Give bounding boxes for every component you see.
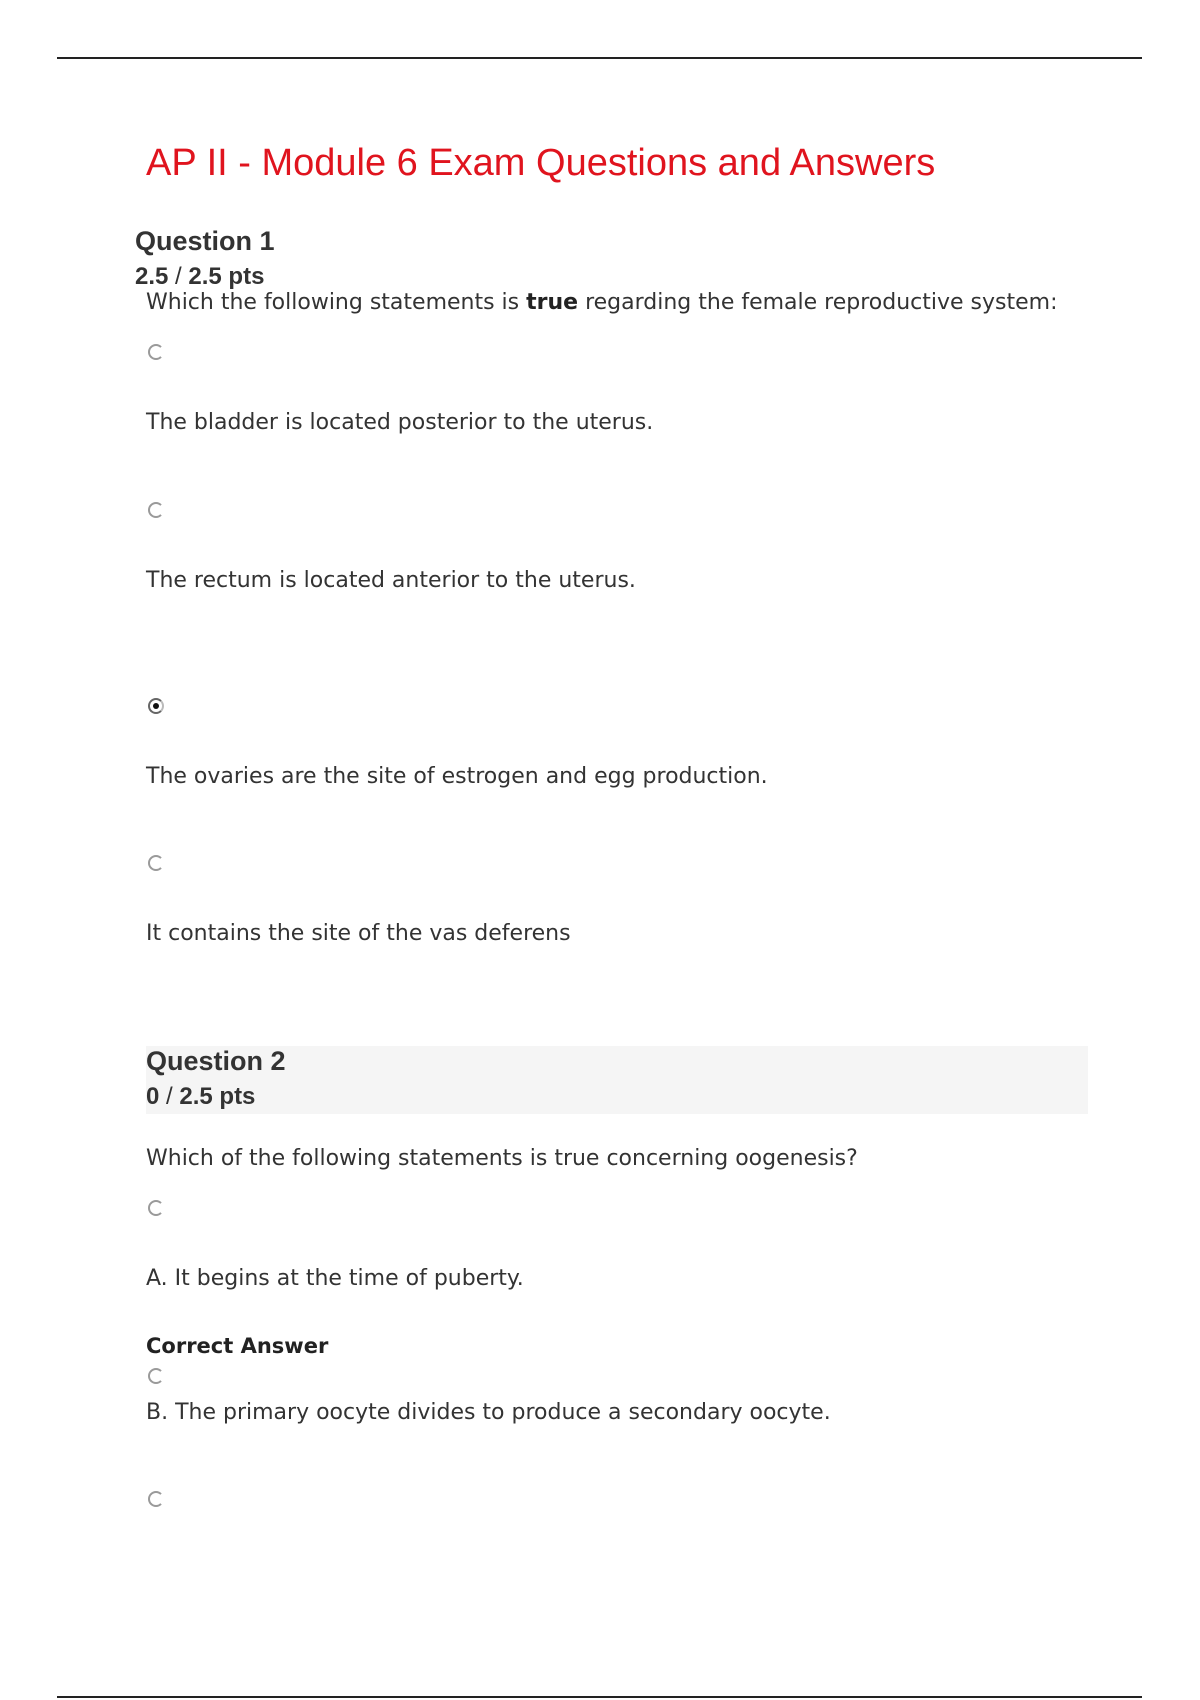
bottom-rule <box>57 1696 1142 1698</box>
answer-option-correct: B. The primary oocyte divides to produce a secondary oocyte. <box>146 1400 831 1425</box>
page-title: AP II - Module 6 Exam Questions and Answers <box>146 142 936 184</box>
answer-option: The rectum is located anterior to the uterus. <box>146 568 636 593</box>
answer-radio[interactable] <box>148 502 164 518</box>
answer-option: The bladder is located posterior to the uterus. <box>146 410 654 435</box>
answer-radio[interactable] <box>148 1368 164 1384</box>
answer-radio[interactable] <box>148 1491 164 1507</box>
correct-answer-label: Correct Answer <box>146 1334 329 1358</box>
prompt-text: Which the following statements is <box>146 290 527 315</box>
answer-option: A. It begins at the time of puberty. <box>146 1266 524 1291</box>
question-2-title: Question 2 <box>146 1046 286 1076</box>
question-2-header-band <box>146 1046 1088 1114</box>
points-separator: / <box>159 1083 180 1110</box>
answer-option: The ovaries are the site of estrogen and egg production. <box>146 764 768 789</box>
points-total: 2.5 pts <box>179 1083 256 1110</box>
question-2-points <box>146 1083 255 1111</box>
points-earned: 2.5 <box>135 263 169 290</box>
question-2-prompt: Which of the following statements is true concerning oogenesis? <box>146 1146 858 1171</box>
points-separator: / <box>168 263 189 290</box>
question-1-prompt <box>146 290 1058 315</box>
top-rule <box>57 57 1142 59</box>
answer-radio[interactable] <box>148 855 164 871</box>
prompt-emphasis: true <box>526 290 579 315</box>
answer-radio-selected[interactable] <box>148 698 164 714</box>
points-earned: 0 <box>146 1083 160 1110</box>
answer-radio[interactable] <box>148 344 164 360</box>
question-1-title: Question 1 <box>135 226 275 256</box>
answer-radio[interactable] <box>148 1200 164 1216</box>
question-1-points <box>135 263 264 291</box>
prompt-text: regarding the female reproductive system: <box>578 290 1058 315</box>
points-total: 2.5 pts <box>188 263 265 290</box>
answer-option: It contains the site of the vas deferens <box>146 921 571 946</box>
